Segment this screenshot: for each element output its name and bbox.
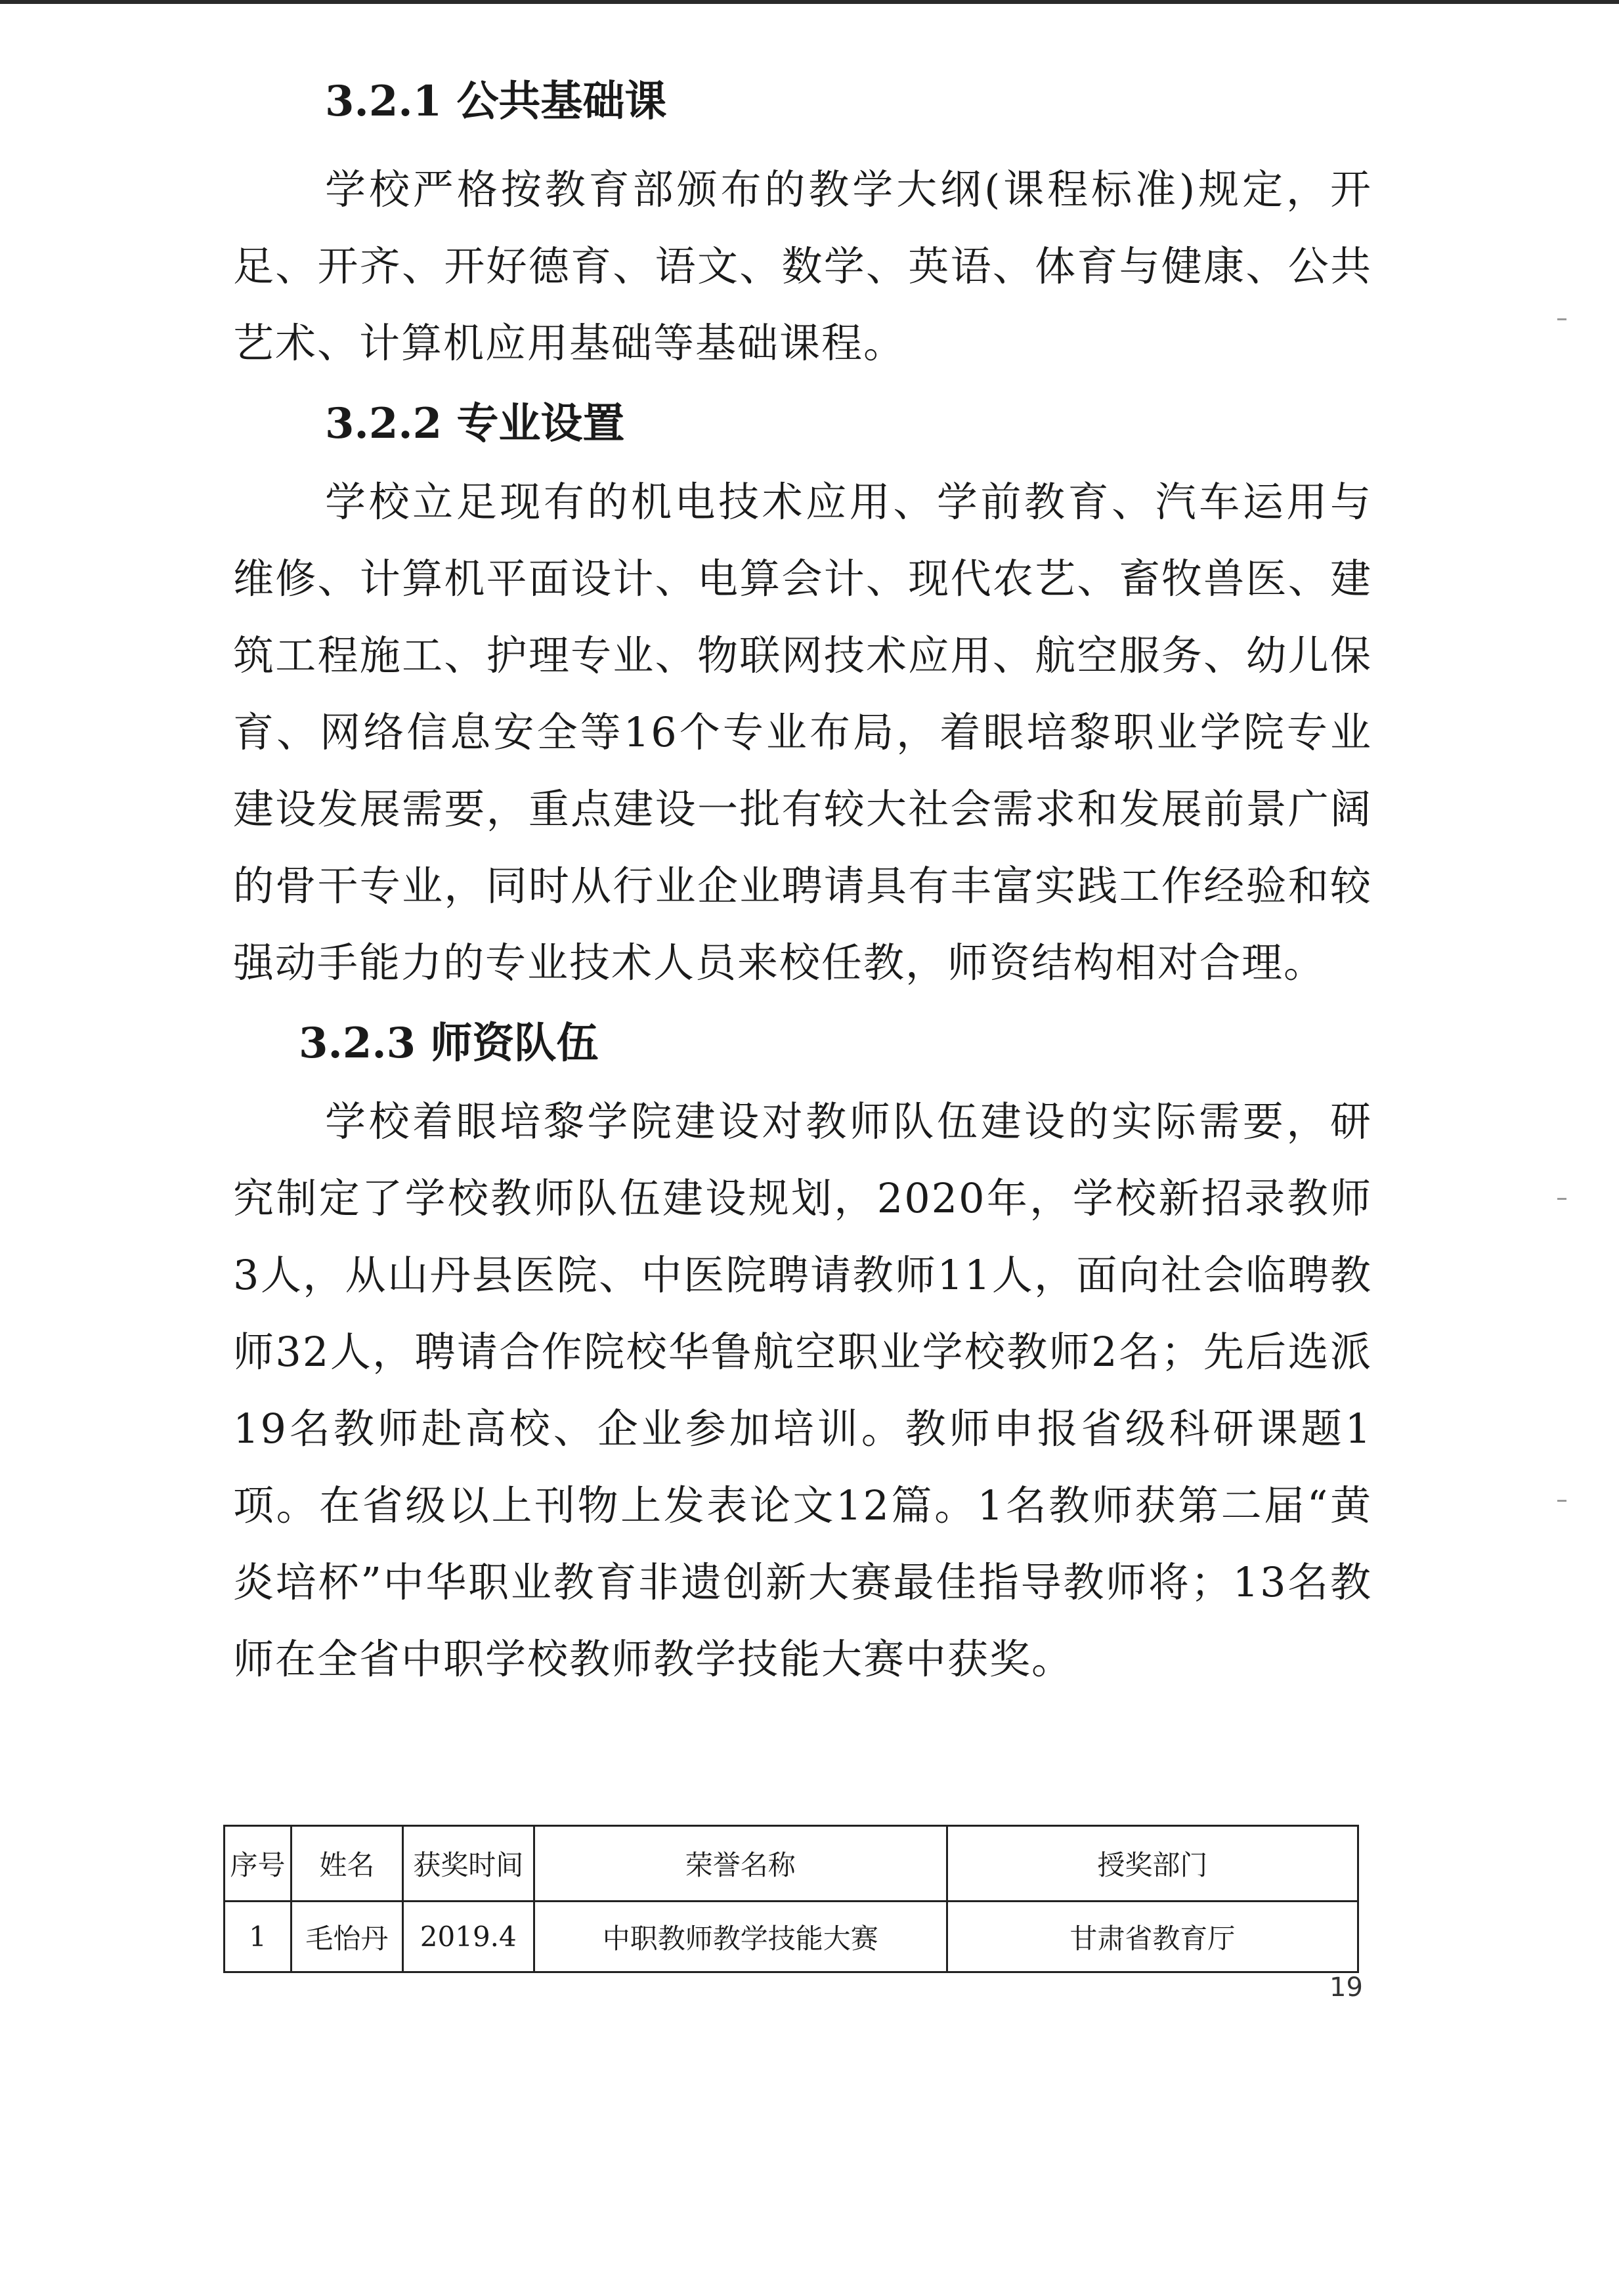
section-paragraph-teaching-staff: 学校着眼培黎学院建设对教师队伍建设的实际需要，研究制定了学校教师队伍建设规划，2020年，学校新招录教师3人，从山丹县医院、中医院聘请教师11人，面向社会临聘教师32人，聘请合作院校华鲁航空职业学校教师2名；先后选派19名教师赴高校、企业参加培训。教师申报省级科研课题1项。在省级以上刊物上发表论文12篇。1名教师获第二届“黄炎培杯”中华职业教育非遗创新大赛最佳指导教师将；13名教师在全省中职学校教师教学技能大赛中获奖。 <box>233 1097 1372 1683</box>
table-cell-award-time: 2019.4 <box>402 1902 534 1972</box>
section-heading-major-settings: 3.2.2 专业设置 <box>325 399 625 448</box>
table-header-awarding-dept: 授奖部门 <box>947 1826 1358 1902</box>
table-header-honor-name: 荣誉名称 <box>534 1826 947 1902</box>
table-row <box>225 1902 1358 1972</box>
table-header-name: 姓名 <box>291 1826 402 1902</box>
scan-mark <box>1557 1198 1566 1200</box>
table-cell-awarding-dept: 甘肃省教育厅 <box>947 1902 1358 1972</box>
section-paragraph-public-basic-courses: 学校严格按教育部颁布的教学大纲(课程标准)规定，开足、开齐、开好德育、语文、数学、英语、体育与健康、公共艺术、计算机应用基础等基础课程。 <box>233 165 1372 367</box>
table-cell-index: 1 <box>225 1902 291 1972</box>
table-cell-name: 毛怡丹 <box>291 1902 402 1972</box>
section-paragraph-major-settings: 学校立足现有的机电技术应用、学前教育、汽车运用与维修、计算机平面设计、电算会计、现代农艺、畜牧兽医、建筑工程施工、护理专业、物联网技术应用、航空服务、幼儿保育、网络信息安全等16个专业布局，着眼培黎职业学院专业建设发展需要，重点建设一批有较大社会需求和发展前景广阔的骨干专业，同时从行业企业聘请具有丰富实践工作经验和较强动手能力的专业技术人员来校任教，师资结构相对合理。 <box>233 478 1372 987</box>
section-heading-public-basic-courses: 3.2.1 公共基础课 <box>325 77 667 126</box>
award-table <box>223 1825 1359 1973</box>
scan-mark <box>1557 1500 1566 1502</box>
table-header-award-time: 获奖时间 <box>402 1826 534 1902</box>
scan-mark <box>1557 318 1566 320</box>
table-header-index: 序号 <box>225 1826 291 1902</box>
page-top-edge <box>0 0 1619 4</box>
table-header-row <box>225 1826 1358 1902</box>
document-body <box>233 46 1372 1697</box>
section-heading-teaching-staff: 3.2.3 师资队伍 <box>299 1019 599 1068</box>
table-cell-honor-name: 中职教师教学技能大赛 <box>534 1902 947 1972</box>
page-number: 19 <box>1329 1972 1363 2003</box>
